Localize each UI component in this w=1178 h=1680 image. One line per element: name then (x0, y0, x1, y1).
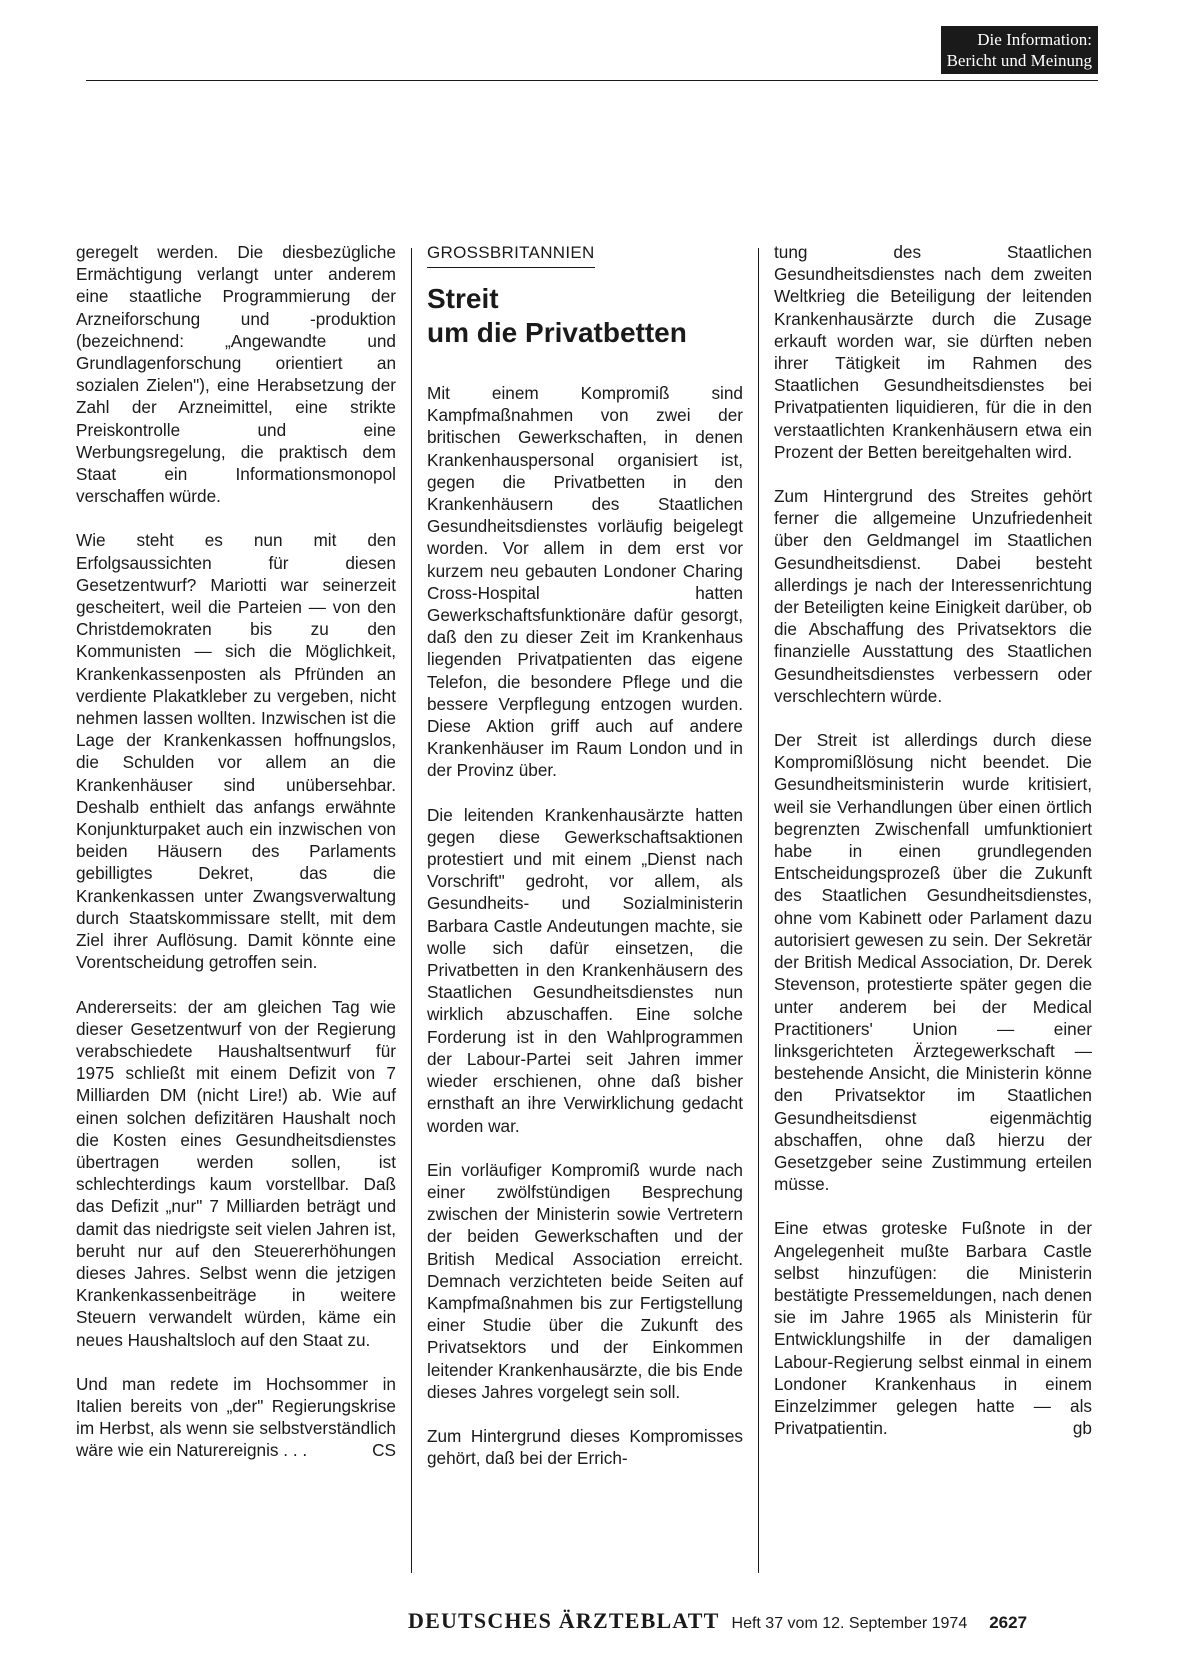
paragraph: geregelt werden. Die diesbezügliche Ermächtigung verlangt unter anderem eine staatliche Programmierung der Arzneiforschung und -produktion (bezeichnend: „Angewandte und Grundlagenforschung orientiert an sozialen Zielen"), eine Herabsetzung der Zahl der Arzneimittel, eine strikte Preiskontrolle und eine Werbungsregelung, die praktisch dem Staat ein Informationsmonopol verschaffen würde. (76, 242, 396, 507)
paragraph: tung des Staatlichen Gesundheitsdienstes nach dem zweiten Weltkrieg die Beteiligung der leitenden Krankenhausärzte durch die Zusage erkauft worden war, sie dürften neben ihrer Tätigkeit im Rahmen des Staatlichen Gesundheitsdienstes bei Privatpatienten liquidieren, für die in den verstaatlichten Krankenhäusern etwa ein Prozent der Betten bereitgehalten wird. (774, 242, 1092, 462)
paragraph: Die leitenden Krankenhausärzte hatten gegen diese Gewerkschaftsaktionen protestiert und mit einem „Dienst nach Vorschrift" gedroht, vor allem, als Gesundheits- und Sozialministerin Barbara Castle Andeutungen machte, sie wolle sich dafür einsetzen, die Privatbetten in den Krankenhäusern des Staatlichen Gesundheitsdienstes nun wirklich abzuschaffen. Eine solche Forderung ist in den Wahlprogrammen der Labour-Partei seit Jahren immer wieder erschienen, ohne daß bisher ernsthaft an ihre Verwirklichung gedacht worden war. (427, 804, 743, 1136)
paragraph: Wie steht es nun mit den Erfolgsaussichten für diesen Gesetzentwurf? Mariotti war seinerzeit gescheitert, weil die Parteien — von den Christdemokraten bis zu den Kommunisten — sich die Möglichkeit, Krankenkassenposten als Pfründen an verdiente Plakatkleber zu vergeben, nicht nehmen lassen wollten. Inzwischen ist die Lage der Krankenkassen hoffnungslos, die Schulden vor allem an die Krankenhäuser sind unübersehbar. Deshalb enthielt das anfangs erwähnte Konjunkturpaket auch ein inzwischen von beiden Häusern des Parlaments gebilligtes Dekret, das die Krankenkassen unter Zwangsverwaltung durch Staatskommissare stellt, mit dem Ziel ihrer Auflösung. Damit könnte eine Vorentscheidung getroffen sein. (76, 530, 396, 973)
page-number: 2627 (989, 1613, 1028, 1632)
headline-line1: Streit (427, 283, 499, 314)
issue-info: Heft 37 vom 12. September 1974 (731, 1615, 968, 1632)
paragraph (76, 1373, 396, 1462)
column-divider (758, 248, 759, 1573)
author-signature: gb (1072, 1418, 1092, 1439)
paragraph: Der Streit ist allerdings durch diese Kompromißlösung nicht beendet. Die Gesundheitsministerin wurde kritisiert, weil sie Verhandlungen über einen örtlich begrenzten Zwischenfall umfunktioniert habe in einen grundlegenden Entscheidungsprozeß über die Zukunft des Staatlichen Gesundheitsdienstes, ohne vom Kabinett oder Parlament dazu autorisiert gewesen zu sein. Der Sekretär der British Medical Association, Dr. Derek Stevenson, protestierte später gegen die unter anderem bei der Medical Practitioners' Union — einer linksgerichteten Ärztegewerkschaft — bestehende Ansicht, die Ministerin könne den Privatsektor im Staatlichen Gesundheitsdienst eigenmächtig abschaffen, ohne daß hierzu der Gesetzgeber seine Zustimmung erteilen müsse. (774, 730, 1092, 1195)
paragraph: Ein vorläufiger Kompromiß wurde nach einer zwölfstündigen Besprechung zwischen der Ministerin sowie Vertretern der beiden Gewerkschaften und der British Medical Association erreicht. Demnach verzichteten beide Seiten auf Kampfmaßnahmen bis zur Fertigstellung einer Studie über die Zukunft des Privatsektors und der Einkommen leitender Krankenhausärzte, die bis Ende dieses Jahres vorgelegt sein soll. (427, 1159, 743, 1402)
masthead: DEUTSCHES ÄRZTEBLATT (408, 1608, 720, 1633)
headline-line2: um die Privatbetten (427, 317, 687, 348)
section-header-badge (941, 26, 1098, 74)
page-footer (408, 1608, 1027, 1634)
paragraph (774, 1217, 1092, 1439)
section-label: GROSSBRITANNIEN (427, 243, 595, 268)
paragraph: Zum Hintergrund des Streites gehört ferner die allgemeine Unzufriedenheit über den Geldmangel im Staatlichen Gesundheitsdienst. Dabei besteht allerdings je nach der Interessenrichtung der Beteiligten keine Einigkeit darüber, ob die Abschaffung des Privatsektors die finanzielle Ausstattung des Staatlichen Gesundheitsdienstes verbessern oder verschlechtern würde. (774, 486, 1092, 706)
header-rule (86, 80, 1098, 81)
section-header-line2: Bericht und Meinung (946, 51, 1092, 70)
paragraph: Mit einem Kompromiß sind Kampfmaßnahmen von zwei der britischen Gewerkschaften, in denen Krankenhauspersonal organisiert ist, gegen die Privatbetten in den Krankenhäusern des Staatlichen Gesundheitsdienstes vorläufig beigelegt worden. Vor allem in dem erst vor kurzem neu gebauten Londoner Charing Cross-Hospital hatten Gewerkschaftsfunktionäre dafür gesorgt, daß den zu dieser Zeit im Krankenhaus liegenden Privatpatienten das eigene Telefon, die besondere Pflege und die bessere Verpflegung entzogen wurden. Diese Aktion griff auch auf andere Krankenhäuser im Raum London und in der Provinz über. (427, 383, 743, 781)
section-header-line1: Die Information: (977, 30, 1092, 49)
column-2 (427, 241, 743, 1491)
column-divider (411, 248, 412, 1573)
paragraph-text: Eine etwas groteske Fußnote in der Angelegenheit mußte Barbara Castle selbst hinzufügen: die Ministerin bestätigte Pressemeldungen, nach denen sie im Jahre 1965 als Ministerin für Entwicklungshilfe in der damaligen Labour-Regierung selbst einmal in einem Londoner Krankenhaus in einem Einzelzimmer gelegen hatte — als Privatpatientin. (774, 1218, 1092, 1439)
article-headline (427, 282, 743, 350)
paragraph: Andererseits: der am gleichen Tag wie dieser Gesetzentwurf von der Regierung verabschiedete Haushaltsentwurf für 1975 schließt mit einem Defizit von 7 Milliarden DM (nicht Lire!) ab. Wie auf einen solchen defizitären Haushalt noch die Kosten eines Gesundheitsdienstes übertragen werden sollen, ist schlechterdings kaum vorstellbar. Daß das Defizit „nur" 7 Milliarden beträgt und damit das niedrigste seit vielen Jahren ist, beruht nur auf den Steuererhöhungen dieses Jahres. Selbst wenn die jetzigen Krankenkassenbeiträge in weitere Steuern verwandelt würden, käme ein neues Haushaltsloch auf den Staat zu. (76, 996, 396, 1350)
paragraph: Zum Hintergrund dieses Kompromisses gehört, daß bei der Errich- (427, 1425, 743, 1469)
author-signature: CS (372, 1440, 396, 1461)
column-3 (774, 241, 1092, 1461)
paragraph-text: Und man redete im Hochsommer in Italien bereits von „der" Regierungskrise im Herbst, als wenn sie selbstverständlich wäre wie ein Naturereignis . . . (76, 1373, 396, 1461)
column-1 (76, 241, 396, 1462)
closing-paragraph (76, 1373, 396, 1462)
